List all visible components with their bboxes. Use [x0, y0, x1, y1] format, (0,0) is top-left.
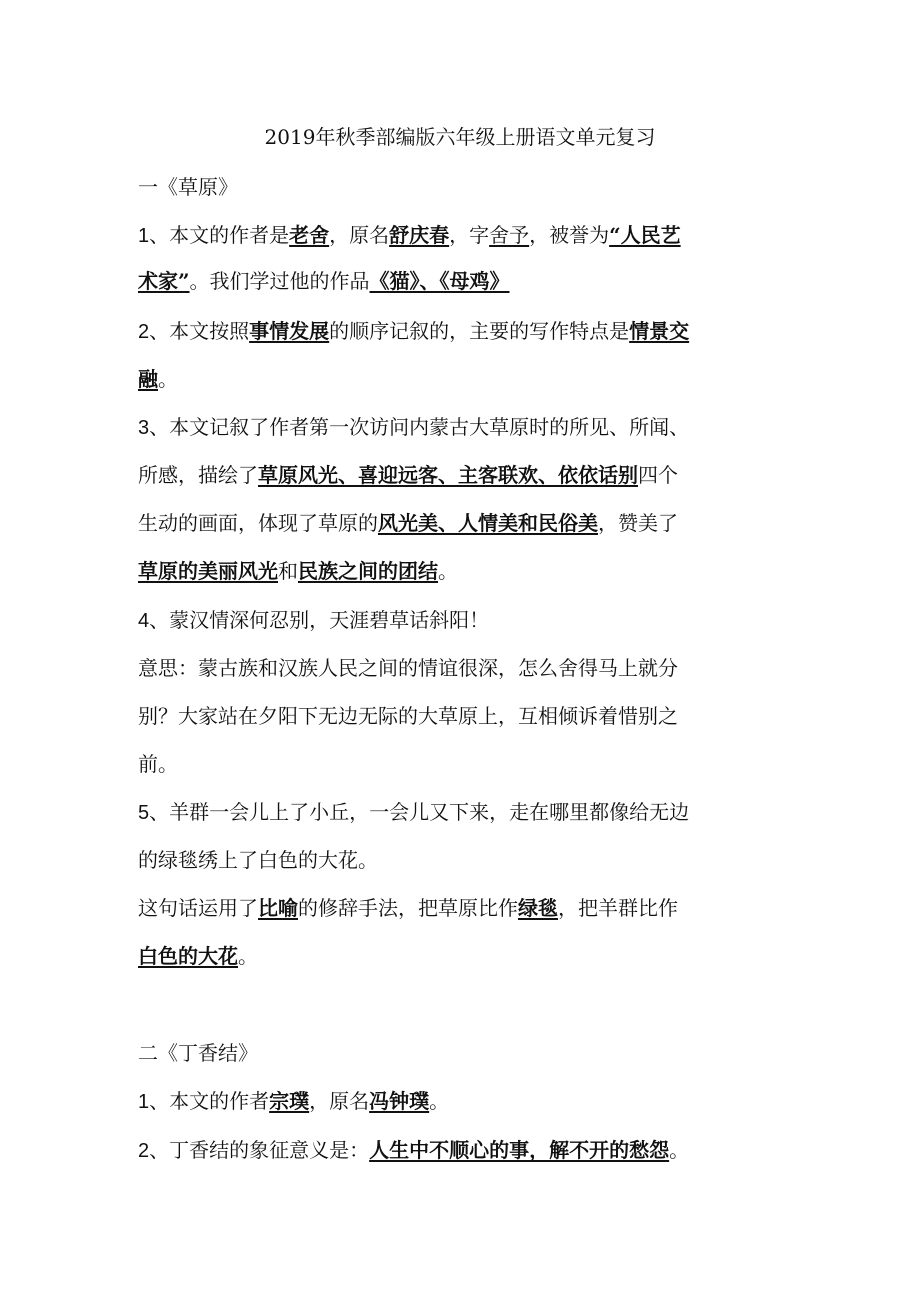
item-4-line-2: 意思：蒙古族和汉族人民之间的情谊很深，怎么舍得马上就分 — [138, 656, 678, 680]
key-answer: 白色的大花 — [138, 944, 238, 968]
section-heading-caoyuan: 一《草原》 — [138, 175, 238, 199]
key-answer: 草原风光、喜迎远客、主客联欢、依依话别 — [258, 463, 638, 487]
section-heading-dingxiangjie: 二《丁香结》 — [138, 1041, 258, 1065]
item-number: 2、 — [138, 321, 170, 343]
text: ，原名 — [309, 1089, 370, 1113]
text: ，被誉为 — [529, 223, 610, 247]
item-number: 1、 — [138, 1091, 170, 1113]
key-answer: 比喻 — [258, 896, 298, 920]
text: ，字 — [449, 223, 490, 247]
text: 生动的画面，体现了草原的 — [138, 511, 378, 535]
item-5-line-1 — [138, 795, 788, 830]
item-1-line-2 — [138, 264, 788, 298]
key-answer: 情景交 — [629, 319, 690, 343]
text: 四个 — [638, 463, 678, 487]
text: 的顺序记叙的，主要的写作特点是 — [329, 319, 630, 343]
item-4-line-4: 前。 — [138, 752, 178, 776]
text: ，赞美了 — [598, 511, 678, 535]
key-answer: 风光美、人情美和民俗美 — [378, 511, 598, 535]
document-title: 2019年秋季部编版六年级上册语文单元复习 — [264, 125, 656, 149]
item-5-line-3 — [138, 891, 788, 925]
text: 羊群一会儿上了小丘，一会儿又下来，走在哪里都像给无边 — [169, 800, 690, 824]
item-5-line-4 — [138, 939, 788, 973]
key-answer: “人民艺 — [609, 223, 681, 247]
item-number: 3、 — [138, 417, 170, 439]
text: 本文的作者 — [169, 1089, 270, 1113]
text: 。 — [158, 367, 178, 391]
s2-item-2 — [138, 1133, 788, 1168]
text: 和 — [278, 559, 298, 583]
text: 本文记叙了作者第一次访问内蒙古大草原时的所见、所闻、 — [169, 415, 690, 439]
text: 丁香结的象征意义是： — [169, 1138, 370, 1162]
key-answer: 宗璞 — [269, 1089, 310, 1113]
item-number: 2、 — [138, 1140, 170, 1162]
item-3-line-2 — [138, 458, 788, 492]
item-4-line-3: 别？大家站在夕阳下无边无际的大草原上，互相倾诉着惜别之 — [138, 704, 678, 728]
text: 这句话运用了 — [138, 896, 258, 920]
item-number: 1、 — [138, 225, 170, 247]
item-4-line-1 — [138, 603, 788, 638]
item-3-line-3 — [138, 506, 788, 540]
item-2-line-2 — [138, 362, 788, 396]
key-answer: 融 — [138, 367, 158, 391]
text: ，原名 — [329, 223, 390, 247]
s2-item-1 — [138, 1084, 788, 1119]
text: 本文按照 — [169, 319, 250, 343]
item-number: 4、 — [138, 610, 170, 632]
poem-line: 蒙汉情深何忍别，天涯碧草话斜阳！ — [169, 608, 490, 632]
item-2-line-1 — [138, 314, 788, 349]
key-answer: 老舍 — [289, 223, 330, 247]
key-answer: 草原的美丽风光 — [138, 559, 278, 583]
text: 。我们学过他的作品 — [189, 269, 370, 293]
text: 。 — [438, 559, 458, 583]
key-answer: 绿毯 — [518, 896, 558, 920]
key-answer: 民族之间的团结 — [298, 559, 438, 583]
key-answer: 人生中不顺心的事，解不开的愁怨 — [369, 1138, 670, 1162]
key-answer: 术家” — [138, 269, 190, 293]
key-answer: 舒庆春 — [389, 223, 450, 247]
item-3-line-1 — [138, 410, 788, 445]
key-answer: 《猫》、《母鸡》 — [369, 269, 510, 293]
item-1-line-1 — [138, 218, 788, 253]
item-3-line-4 — [138, 554, 788, 588]
item-number: 5、 — [138, 802, 170, 824]
underlined-text: 舍予 — [489, 223, 530, 247]
text: 的修辞手法，把草原比作 — [298, 896, 518, 920]
text: 。 — [669, 1138, 690, 1162]
text: 本文的作者是 — [169, 223, 290, 247]
text: 所感，描绘了 — [138, 463, 258, 487]
key-answer: 事情发展 — [249, 319, 330, 343]
text: 。 — [429, 1089, 450, 1113]
text: ，把羊群比作 — [558, 896, 678, 920]
text: 。 — [238, 944, 258, 968]
key-answer: 冯钟璞 — [369, 1089, 430, 1113]
item-5-line-2: 的绿毯绣上了白色的大花。 — [138, 848, 378, 872]
